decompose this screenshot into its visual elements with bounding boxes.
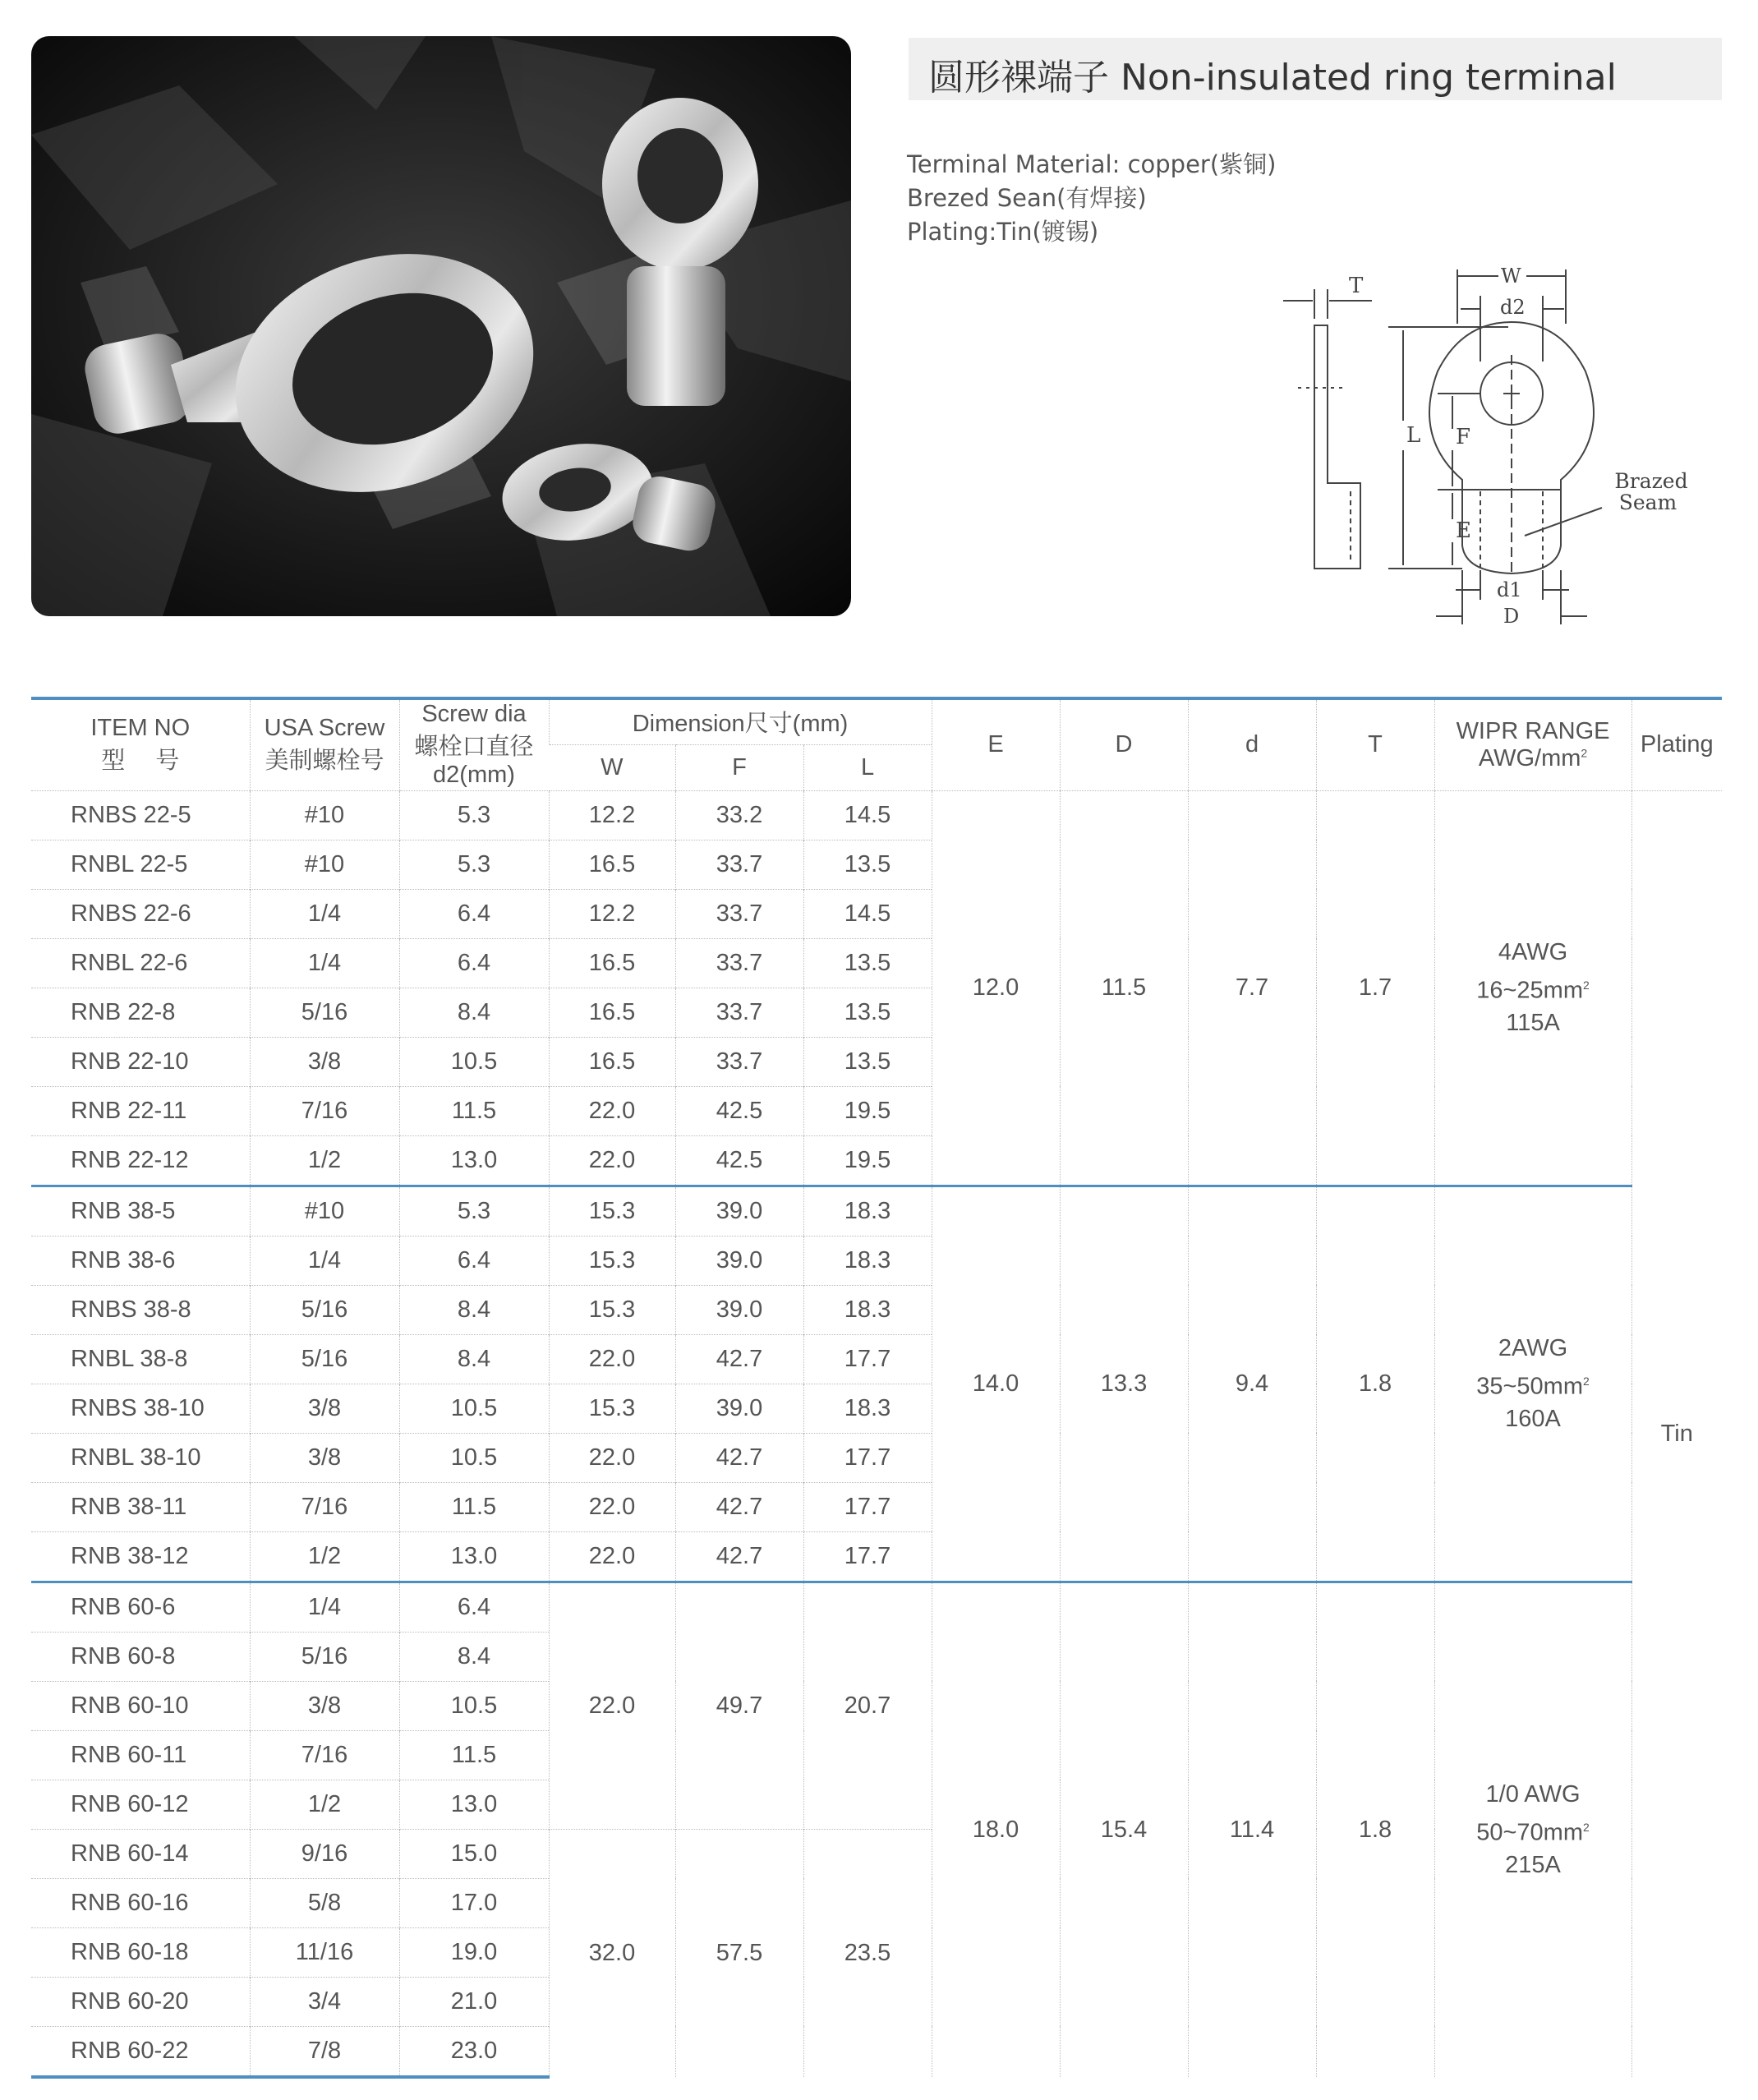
item-no-cell: RNB 60-16 (31, 1878, 250, 1927)
usa-screw-cell: 5/16 (250, 988, 399, 1037)
dim-l-cell: 19.5 (803, 1135, 932, 1186)
wipr-mm2 (1435, 1365, 1631, 1403)
screw-dia-cell: 5.3 (399, 790, 549, 840)
dim-l-cell: 20.7 (803, 1582, 932, 1829)
dim-w-cell: 22.0 (549, 1433, 675, 1482)
dim-f-cell: 33.7 (675, 840, 803, 889)
item-no-cell: RNB 60-11 (31, 1730, 250, 1780)
dim-l-cell: 14.5 (803, 790, 932, 840)
header-wipr-sup: 2 (1581, 746, 1588, 760)
item-no-cell: RNBS 38-10 (31, 1384, 250, 1433)
item-no-cell: RNB 38-11 (31, 1482, 250, 1531)
screw-dia-cell: 6.4 (399, 938, 549, 988)
spec-seam: Brezed Sean(有焊接) (907, 184, 1147, 212)
dim-w-cell: 15.3 (549, 1384, 675, 1433)
wipr-amp-value: 215A (1505, 1852, 1561, 1879)
item-no-cell: RNB 38-6 (31, 1236, 250, 1285)
header-item-no (31, 698, 250, 790)
wipr-mm2-sup: 2 (1583, 1374, 1590, 1388)
usa-screw-cell: 7/16 (250, 1730, 399, 1780)
spec-table (31, 697, 1722, 2079)
wipr-awg (1435, 1778, 1631, 1811)
item-no-cell: RNBL 22-5 (31, 840, 250, 889)
dim-w-cell: 22.0 (549, 1135, 675, 1186)
wipr-mm2-value: 35~50mm (1476, 1373, 1583, 1400)
dim-f-cell: 42.7 (675, 1482, 803, 1531)
screw-dia-cell: 13.0 (399, 1780, 549, 1829)
dim-label-d2: d2 (1500, 296, 1526, 319)
usa-screw-cell: 1/4 (250, 1582, 399, 1632)
plating-cell: Tin (1631, 790, 1722, 2077)
item-no-cell: RNB 22-11 (31, 1086, 250, 1135)
wipr-mm2-value: 50~70mm (1476, 1819, 1583, 1846)
usa-screw-cell: 1/4 (250, 889, 399, 938)
dim-label-w: W (1501, 265, 1521, 288)
dim-d-lower-cell: 7.7 (1188, 790, 1316, 1186)
screw-dia-cell: 8.4 (399, 1632, 549, 1681)
dim-e-cell: 12.0 (932, 790, 1060, 1186)
dim-f-cell: 39.0 (675, 1236, 803, 1285)
item-no-cell: RNB 60-12 (31, 1780, 250, 1829)
dim-d-lower-cell: 11.4 (1188, 1582, 1316, 2077)
dim-d-upper-cell: 15.4 (1060, 1582, 1188, 2077)
dim-l-cell: 18.3 (803, 1384, 932, 1433)
header-wipr-unit: AWG/mm (1478, 744, 1581, 771)
dim-w-cell: 15.3 (549, 1186, 675, 1236)
item-no-cell: RNB 22-10 (31, 1037, 250, 1086)
dim-w-cell: 22.0 (549, 1531, 675, 1582)
item-no-cell: RNBL 38-10 (31, 1433, 250, 1482)
wipr-amp-value: 115A (1506, 1010, 1560, 1037)
dim-f-cell: 39.0 (675, 1384, 803, 1433)
screw-dia-cell: 6.4 (399, 1582, 549, 1632)
wipr-mm2-sup: 2 (1583, 978, 1590, 992)
wipr-amp (1435, 1006, 1631, 1039)
dim-f-cell: 39.0 (675, 1285, 803, 1334)
header-t: T (1316, 698, 1434, 790)
dim-f-cell: 42.7 (675, 1433, 803, 1482)
screw-dia-cell: 21.0 (399, 1977, 549, 2026)
usa-screw-cell: 7/16 (250, 1086, 399, 1135)
usa-screw-cell: 3/8 (250, 1681, 399, 1730)
dim-l-cell: 17.7 (803, 1433, 932, 1482)
dim-f-cell: 42.7 (675, 1531, 803, 1582)
screw-dia-cell: 10.5 (399, 1384, 549, 1433)
screw-dia-cell: 8.4 (399, 988, 549, 1037)
wipr-awg-value: 4AWG (1498, 938, 1568, 965)
dim-f-cell: 57.5 (675, 1829, 803, 2077)
usa-screw-cell: 7/16 (250, 1482, 399, 1531)
dim-label-d: D (1503, 605, 1520, 628)
dim-d-upper-cell: 11.5 (1060, 790, 1188, 1186)
spec-material: Terminal Material: copper(紫铜) (907, 150, 1277, 178)
usa-screw-cell: 1/2 (250, 1135, 399, 1186)
dim-e-cell: 14.0 (932, 1186, 1060, 1582)
title-bar (909, 38, 1722, 100)
dim-f-cell: 33.7 (675, 889, 803, 938)
wipr-amp (1435, 1402, 1631, 1435)
table-row (31, 1186, 1722, 1236)
screw-dia-cell: 23.0 (399, 2026, 549, 2077)
dim-f-cell: 39.0 (675, 1186, 803, 1236)
dim-label-f: F (1456, 425, 1471, 449)
screw-dia-cell: 11.5 (399, 1730, 549, 1780)
header-dimension: Dimension尺寸(mm) (549, 698, 932, 744)
usa-screw-cell: 5/16 (250, 1285, 399, 1334)
item-no-cell: RNB 60-6 (31, 1582, 250, 1632)
header-d-lower: d (1188, 698, 1316, 790)
dim-t-cell: 1.8 (1316, 1186, 1434, 1582)
header-screw-dia-en: Screw dia (421, 701, 527, 728)
usa-screw-cell: 9/16 (250, 1829, 399, 1878)
usa-screw-cell: 3/8 (250, 1384, 399, 1433)
dim-w-cell: 12.2 (549, 889, 675, 938)
header-plating: Plating (1631, 698, 1722, 790)
dim-w-cell: 22.0 (549, 1582, 675, 1829)
dim-t-cell: 1.8 (1316, 1582, 1434, 2077)
dim-f-cell: 42.5 (675, 1135, 803, 1186)
screw-dia-cell: 10.5 (399, 1037, 549, 1086)
screw-dia-cell: 11.5 (399, 1086, 549, 1135)
dim-w-cell: 22.0 (549, 1086, 675, 1135)
item-no-cell: RNBL 22-6 (31, 938, 250, 988)
item-no-cell: RNB 22-8 (31, 988, 250, 1037)
wipr-range-cell (1434, 1186, 1631, 1582)
dim-l-cell: 13.5 (803, 1037, 932, 1086)
item-no-cell: RNBS 22-5 (31, 790, 250, 840)
header-w: W (549, 744, 675, 790)
header-screw-dia-unit: d2(mm) (433, 762, 515, 789)
usa-screw-cell: 1/4 (250, 1236, 399, 1285)
header-usa-screw-cn: 美制螺栓号 (265, 747, 384, 774)
header-wipr-unit-line (1435, 745, 1631, 772)
dim-l-cell: 17.7 (803, 1334, 932, 1384)
screw-dia-cell: 8.4 (399, 1285, 549, 1334)
item-no-cell: RNB 60-20 (31, 1977, 250, 2026)
dim-l-cell: 14.5 (803, 889, 932, 938)
dim-l-cell: 18.3 (803, 1285, 932, 1334)
dim-d-lower-cell: 9.4 (1188, 1186, 1316, 1582)
screw-dia-cell: 6.4 (399, 1236, 549, 1285)
dim-l-cell: 17.7 (803, 1531, 932, 1582)
screw-dia-cell: 13.0 (399, 1135, 549, 1186)
dim-l-cell: 19.5 (803, 1086, 932, 1135)
usa-screw-cell: 3/8 (250, 1037, 399, 1086)
wipr-awg (1435, 936, 1631, 969)
wipr-mm2-value: 16~25mm (1476, 977, 1583, 1004)
header-wipr (1434, 698, 1631, 790)
screw-dia-cell: 11.5 (399, 1482, 549, 1531)
dim-d-upper-cell: 13.3 (1060, 1186, 1188, 1582)
dim-w-cell: 22.0 (549, 1334, 675, 1384)
dim-w-cell: 15.3 (549, 1236, 675, 1285)
table-row (31, 790, 1722, 840)
usa-screw-cell: 5/16 (250, 1334, 399, 1384)
wipr-mm2 (1435, 1811, 1631, 1849)
header-l: L (803, 744, 932, 790)
screw-dia-cell: 5.3 (399, 840, 549, 889)
item-no-cell: RNBL 38-8 (31, 1334, 250, 1384)
header-usa-screw (250, 698, 399, 790)
dim-f-cell: 49.7 (675, 1582, 803, 1829)
dim-w-cell: 22.0 (549, 1482, 675, 1531)
spec-plating: Plating:Tin(镀锡) (907, 218, 1099, 246)
usa-screw-cell: 3/8 (250, 1433, 399, 1482)
item-no-cell: RNB 60-14 (31, 1829, 250, 1878)
spec-list (907, 148, 1276, 249)
screw-dia-cell: 10.5 (399, 1433, 549, 1482)
screw-dia-cell: 17.0 (399, 1878, 549, 1927)
dim-w-cell: 16.5 (549, 840, 675, 889)
usa-screw-cell: 11/16 (250, 1927, 399, 1977)
brazed-label: Brazed (1614, 469, 1688, 493)
item-no-cell: RNBS 38-8 (31, 1285, 250, 1334)
wipr-amp (1435, 1849, 1631, 1881)
wipr-mm2 (1435, 969, 1631, 1007)
dim-label-t: T (1349, 274, 1364, 298)
usa-screw-cell: #10 (250, 840, 399, 889)
dim-f-cell: 42.5 (675, 1086, 803, 1135)
wipr-awg-value: 2AWG (1498, 1334, 1568, 1361)
product-photo (31, 36, 851, 616)
header-f: F (675, 744, 803, 790)
dim-w-cell: 16.5 (549, 1037, 675, 1086)
dim-w-cell: 15.3 (549, 1285, 675, 1334)
dim-l-cell: 13.5 (803, 988, 932, 1037)
wipr-mm2-sup: 2 (1583, 1820, 1590, 1834)
dim-t-cell: 1.7 (1316, 790, 1434, 1186)
item-no-cell: RNB 60-18 (31, 1927, 250, 1977)
screw-dia-cell: 6.4 (399, 889, 549, 938)
header-d-upper: D (1060, 698, 1188, 790)
usa-screw-cell: 1/2 (250, 1780, 399, 1829)
usa-screw-cell: 1/4 (250, 938, 399, 988)
screw-dia-cell: 13.0 (399, 1531, 549, 1582)
dim-label-e: E (1456, 518, 1471, 543)
dim-label-l: L (1406, 423, 1421, 448)
dim-l-cell: 13.5 (803, 938, 932, 988)
dim-f-cell: 33.7 (675, 1037, 803, 1086)
usa-screw-cell: 3/4 (250, 1977, 399, 2026)
screw-dia-cell: 5.3 (399, 1186, 549, 1236)
dim-f-cell: 33.7 (675, 988, 803, 1037)
page-title: 圆形裸端子 Non-insulated ring terminal (928, 57, 1617, 99)
item-no-cell: RNB 38-12 (31, 1531, 250, 1582)
usa-screw-cell: 1/2 (250, 1531, 399, 1582)
header-usa-screw-en: USA Screw (264, 714, 385, 741)
dim-l-cell: 23.5 (803, 1829, 932, 2077)
dim-f-cell: 33.7 (675, 938, 803, 988)
item-no-cell: RNB 60-22 (31, 2026, 250, 2077)
header-e: E (932, 698, 1060, 790)
header-screw-dia (399, 698, 549, 790)
wipr-range-cell (1434, 1582, 1631, 2077)
terminal-drawing (1265, 265, 1725, 633)
header-screw-dia-cn: 螺栓口直径 (414, 734, 534, 761)
dim-l-cell: 13.5 (803, 840, 932, 889)
item-no-cell: RNB 60-10 (31, 1681, 250, 1730)
dim-w-cell: 16.5 (549, 988, 675, 1037)
wipr-awg (1435, 1332, 1631, 1365)
item-no-cell: RNB 38-5 (31, 1186, 250, 1236)
dim-f-cell: 33.2 (675, 790, 803, 840)
header-item-no-en: ITEM NO (90, 714, 191, 741)
item-no-cell: RNBS 22-6 (31, 889, 250, 938)
usa-screw-cell: 5/8 (250, 1878, 399, 1927)
dim-l-cell: 18.3 (803, 1236, 932, 1285)
usa-screw-cell: 7/8 (250, 2026, 399, 2077)
usa-screw-cell: #10 (250, 790, 399, 840)
dim-w-cell: 16.5 (549, 938, 675, 988)
dim-l-cell: 17.7 (803, 1482, 932, 1531)
dim-label-d1: d1 (1497, 578, 1522, 601)
dim-f-cell: 42.7 (675, 1334, 803, 1384)
item-no-cell: RNB 22-12 (31, 1135, 250, 1186)
screw-dia-cell: 8.4 (399, 1334, 549, 1384)
wipr-range-cell (1434, 790, 1631, 1186)
seam-label: Seam (1618, 490, 1677, 514)
dim-w-cell: 32.0 (549, 1829, 675, 2077)
screw-dia-cell: 19.0 (399, 1927, 549, 1977)
wipr-amp-value: 160A (1505, 1406, 1561, 1433)
header-item-no-cn: 型 号 (101, 747, 180, 774)
item-no-cell: RNB 60-8 (31, 1632, 250, 1681)
dim-w-cell: 12.2 (549, 790, 675, 840)
wipr-awg-value: 1/0 AWG (1485, 1780, 1581, 1808)
usa-screw-cell: #10 (250, 1186, 399, 1236)
dim-l-cell: 18.3 (803, 1186, 932, 1236)
usa-screw-cell: 5/16 (250, 1632, 399, 1681)
screw-dia-cell: 15.0 (399, 1829, 549, 1878)
header-wipr-en: WIPR RANGE (1456, 717, 1610, 744)
table-row (31, 1582, 1722, 1632)
screw-dia-cell: 10.5 (399, 1681, 549, 1730)
dim-e-cell: 18.0 (932, 1582, 1060, 2077)
